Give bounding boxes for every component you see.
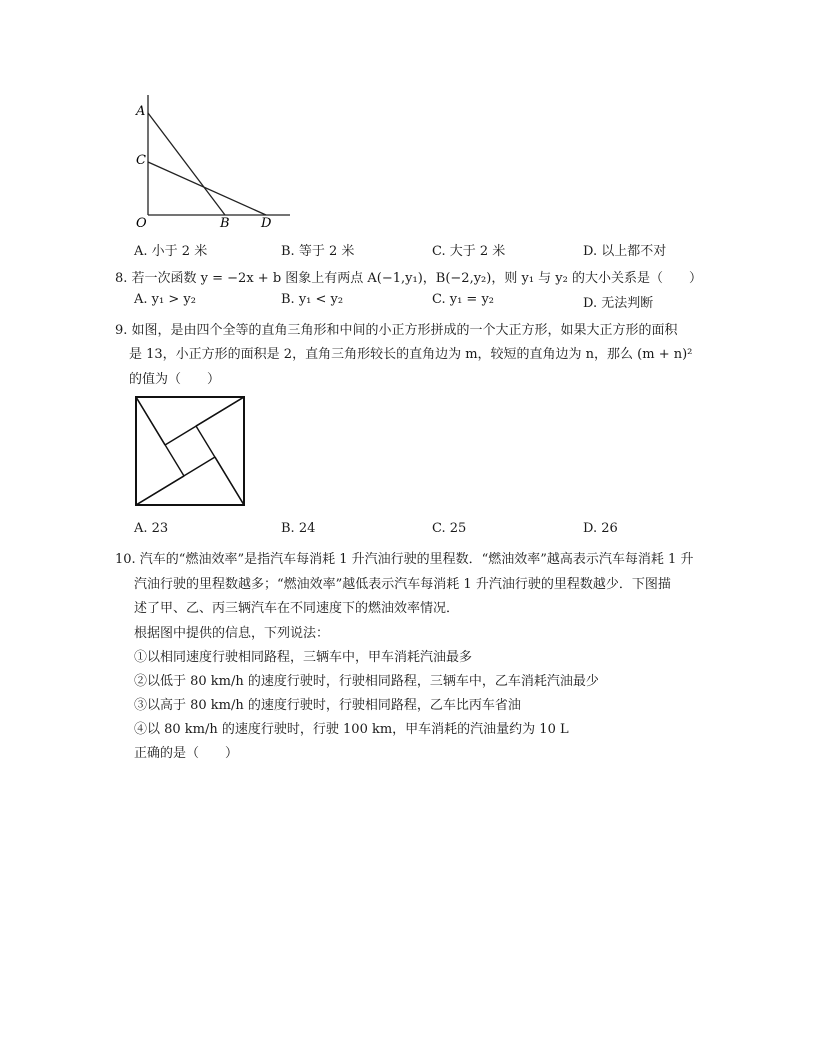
q9-option-a: A. 23: [134, 521, 169, 536]
inner-edge-2: [196, 426, 244, 505]
q8-stem: 8. 若一次函数 y = −2x + b 图象上有两点 A(−1,y₁)，B(−2,y₂)，则 y₁ 与 y₂ 的大小关系是（ ）: [115, 271, 702, 286]
segment-AB: [148, 113, 225, 215]
q10-line-1: 10. 汽车的“燃油效率”是指汽车每消耗 1 升汽油行驶的里程数．“燃油效率”越高表示汽车每消耗 1 升: [115, 552, 694, 567]
q9-option-b: B. 24: [281, 521, 316, 536]
pinwheel-square-figure: [135, 396, 247, 508]
q8-option-a: A. y₁ > y₂: [134, 292, 196, 307]
q10-statement-3: ③以高于 80 km/h 的速度行驶时，行驶相同路程，乙车比丙车省油: [134, 698, 521, 713]
q7-option-b: B. 等于 2 米: [281, 244, 355, 259]
q7-option-c: C. 大于 2 米: [432, 244, 506, 259]
q10-line-2: 汽油行驶的里程数越多；“燃油效率”越低表示汽车每消耗 1 升汽油行驶的里程数越少．下图描: [134, 577, 671, 592]
inner-edge-3: [136, 457, 215, 505]
q10-statement-1: ①以相同速度行驶相同路程，三辆车中，甲车消耗汽油最多: [134, 650, 473, 665]
label-C: C: [136, 153, 146, 168]
q9-line-3: 的值为（ ）: [129, 372, 221, 387]
q7-option-d: D. 以上都不对: [583, 244, 667, 259]
q9-option-d: D. 26: [583, 521, 618, 536]
segment-CD: [148, 162, 266, 215]
q10-line-3: 述了甲、乙、丙三辆汽车在不同速度下的燃油效率情况．: [134, 601, 460, 616]
q9-line-1: 9. 如图，是由四个全等的直角三角形和中间的小正方形拼成的一个大正方形，如果大正方形的面积: [115, 323, 678, 338]
q8-option-c: C. y₁ = y₂: [432, 292, 495, 307]
q9-option-c: C. 25: [432, 521, 467, 536]
outer-square: [136, 397, 244, 505]
q7-option-a: A. 小于 2 米: [134, 244, 208, 259]
q9-line-2: 是 13，小正方形的面积是 2，直角三角形较长的直角边为 m，较短的直角边为 n，那么 (m + n)²: [129, 347, 693, 362]
label-A: A: [136, 104, 146, 119]
inner-edge-1: [165, 397, 244, 445]
q10-question: 正确的是（ ）: [134, 746, 239, 761]
q10-statement-4: ④以 80 km/h 的速度行驶时，行驶 100 km，甲车消耗的汽油量约为 10 L: [134, 722, 569, 737]
label-O: O: [136, 216, 147, 230]
q8-option-d: D. 无法判断: [583, 296, 654, 311]
q8-option-b: B. y₁ < y₂: [281, 292, 344, 307]
q10-line-4: 根据图中提供的信息，下列说法：: [134, 626, 330, 641]
inner-edge-4: [136, 397, 184, 476]
label-B: B: [220, 216, 230, 230]
ladder-figure: [128, 95, 298, 230]
label-D: D: [261, 216, 272, 230]
q10-statement-2: ②以低于 80 km/h 的速度行驶时，行驶相同路程，三辆车中，乙车消耗汽油最少: [134, 674, 599, 689]
